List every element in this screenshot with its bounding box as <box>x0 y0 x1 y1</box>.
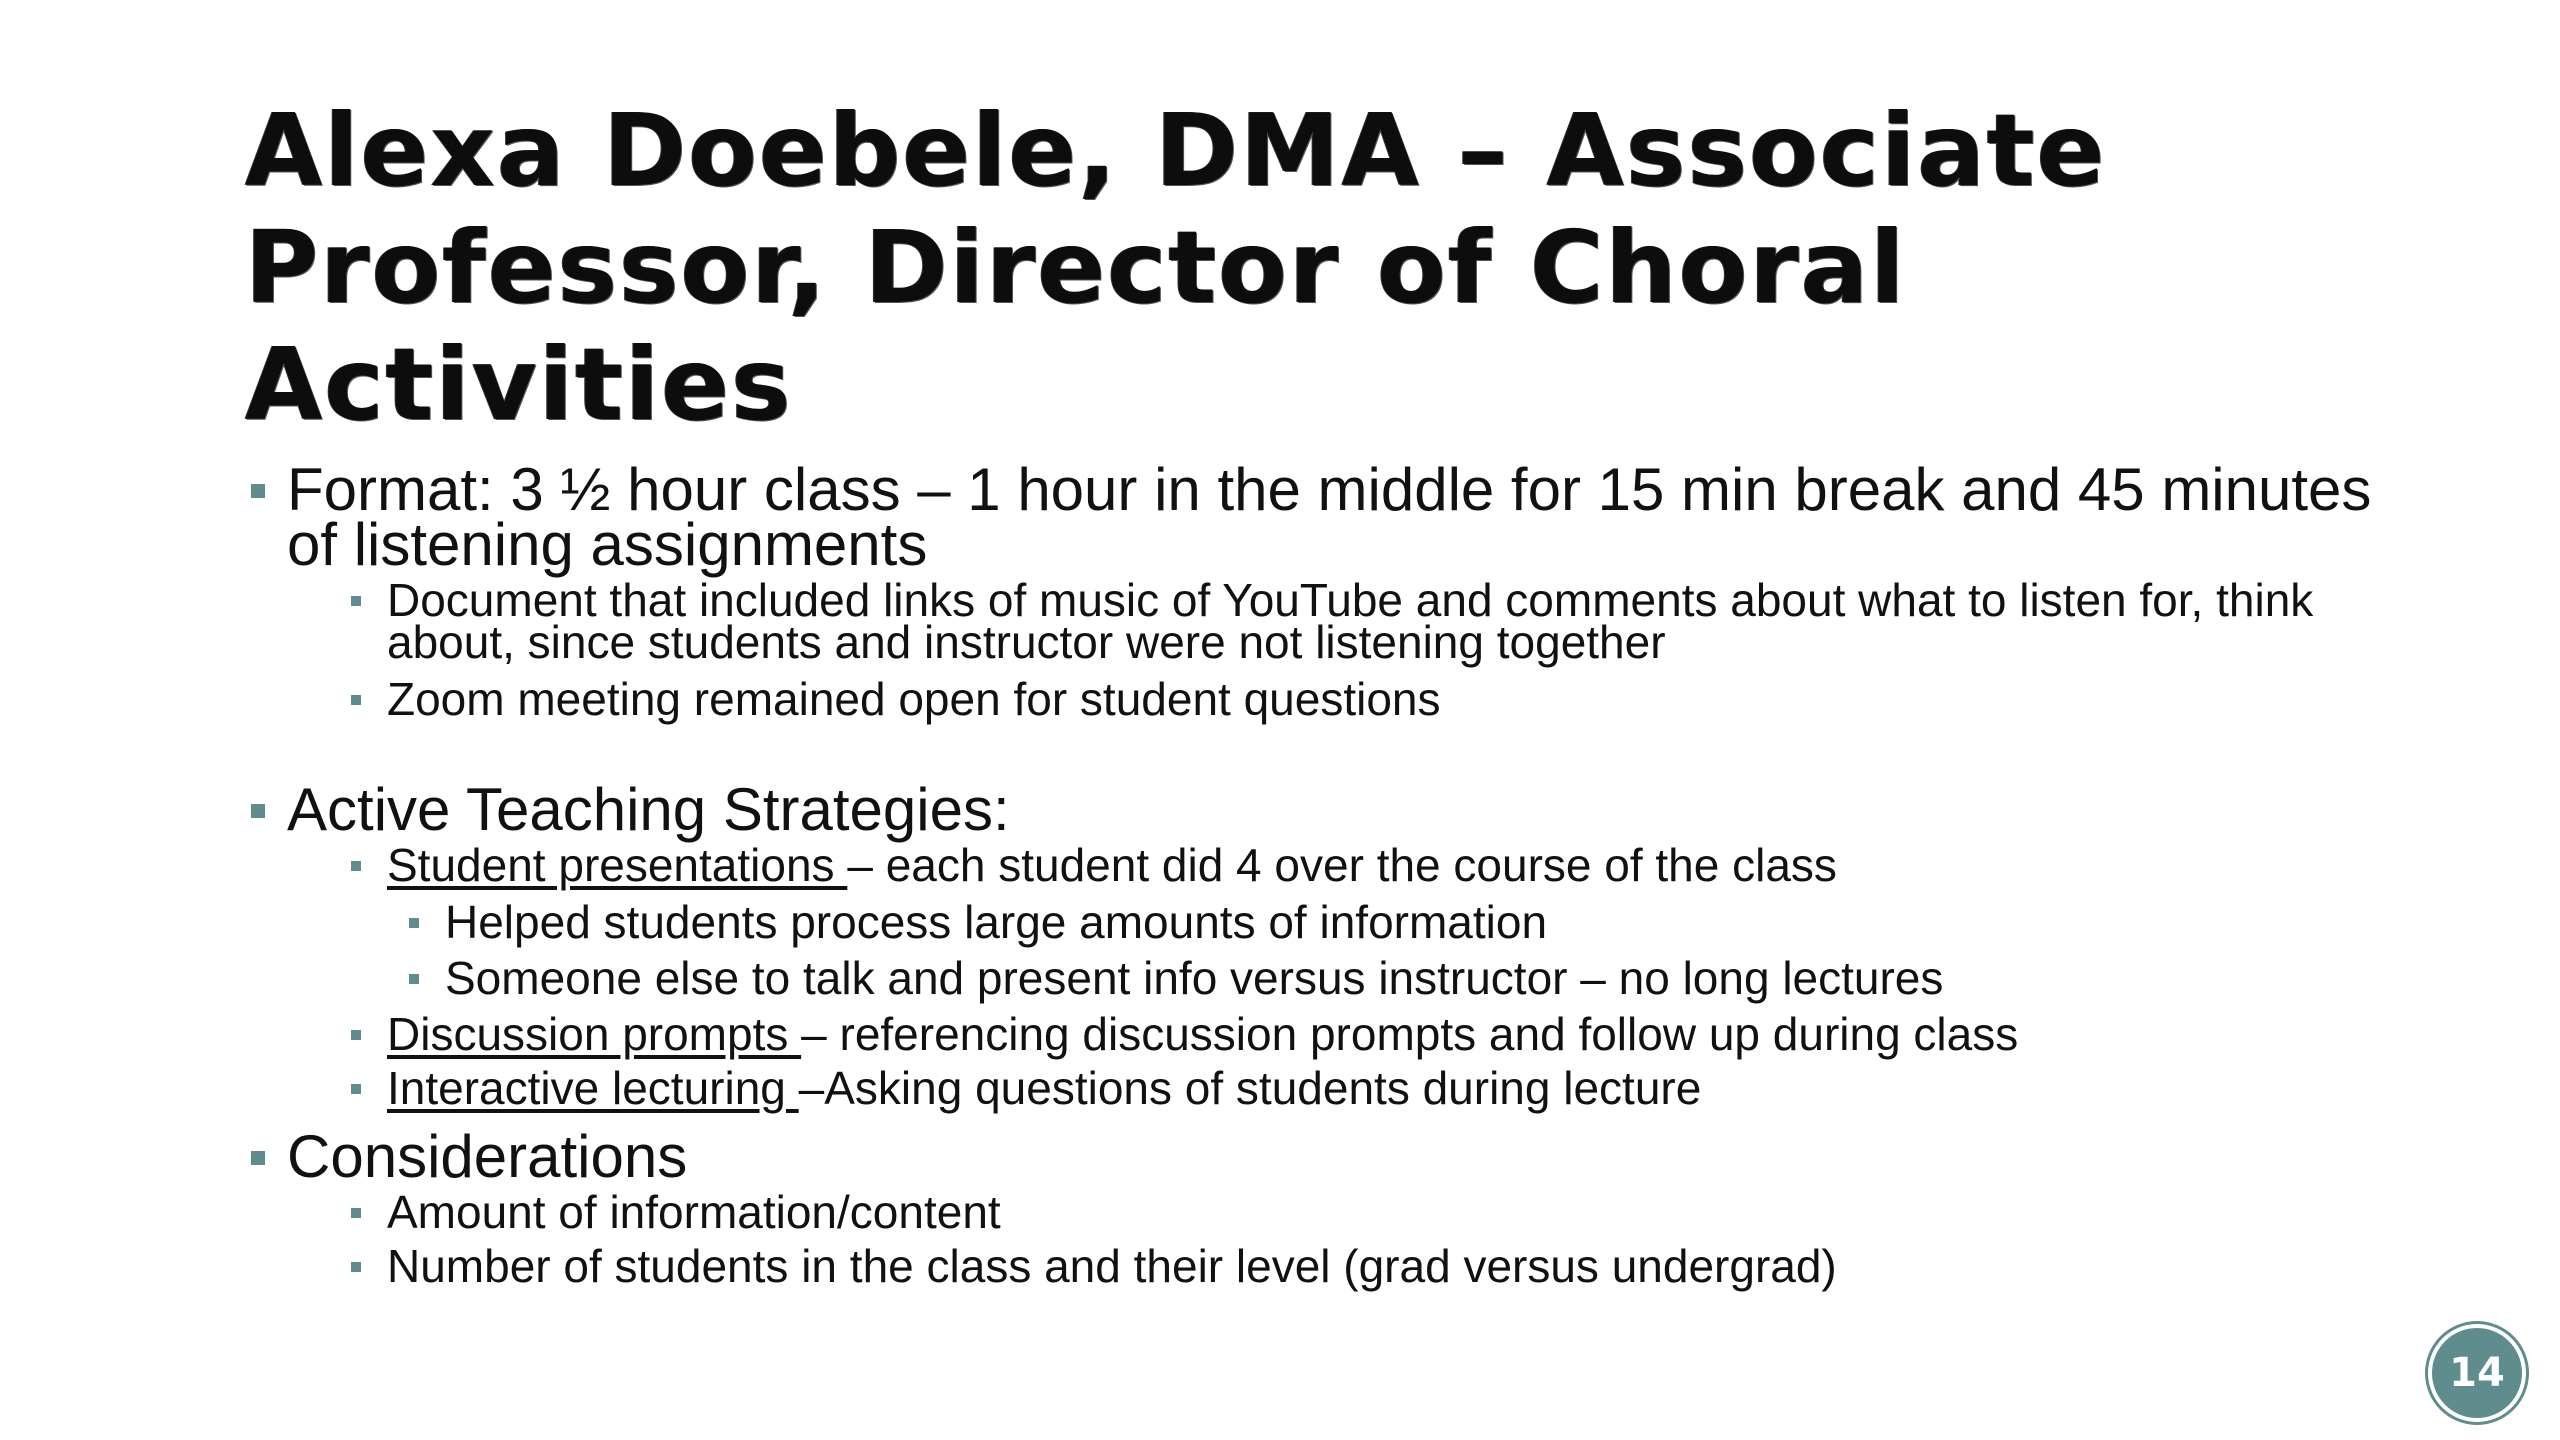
interactive-lecturing-text: –Asking questions of students during lecture <box>798 1062 1702 1114</box>
list-item <box>287 952 2395 1004</box>
list-item <box>287 673 2395 725</box>
list-item <box>287 1186 2395 1238</box>
list-item <box>287 574 2395 668</box>
list-item-discussion-prompts <box>287 1008 2395 1060</box>
square-bullet-icon <box>251 484 265 498</box>
bullet-list <box>245 456 2395 1292</box>
slide-body <box>245 456 2395 1299</box>
list-item-student-presentations <box>287 839 2395 1004</box>
square-bullet-icon <box>351 596 361 606</box>
considerations-item-text: Amount of information/content <box>387 1186 1001 1238</box>
interactive-lecturing-label: Interactive lecturing <box>387 1062 799 1114</box>
page-number-badge: 14 <box>2428 1324 2526 1422</box>
list-item-interactive-lecturing <box>287 1062 2395 1114</box>
list-item-format <box>245 456 2395 725</box>
student-presentations-label: Student presentations <box>387 839 848 891</box>
presentations-item-text: Helped students process large amounts of information <box>445 896 1548 948</box>
square-bullet-icon <box>251 804 265 818</box>
square-bullet-icon <box>409 974 419 984</box>
list-item <box>287 896 2395 948</box>
presentations-sub-list <box>387 896 2395 1004</box>
format-text: Format: 3 ½ hour class – 1 hour in the middle for 15 min break and 45 minutes of listening assignments <box>287 456 2372 578</box>
square-bullet-icon <box>409 918 419 928</box>
considerations-sub-list <box>287 1186 2395 1292</box>
format-sub-list <box>287 574 2395 725</box>
presentations-item-text: Someone else to talk and present info versus instructor – no long lectures <box>445 952 1944 1004</box>
square-bullet-icon <box>351 1030 361 1040</box>
student-presentations-text: – each student did 4 over the course of the class <box>847 839 1837 891</box>
list-item-considerations <box>245 1123 2395 1292</box>
format-item-text: Zoom meeting remained open for student questions <box>387 673 1441 725</box>
list-item-strategies <box>245 776 2395 1114</box>
square-bullet-icon <box>351 1262 361 1272</box>
strategies-text: Active Teaching Strategies: <box>287 776 1010 843</box>
list-item <box>287 1240 2395 1292</box>
format-item-text: Document that included links of music of YouTube and comments about what to listen for, think about, since students and instructor were not listening together <box>387 574 2314 668</box>
square-bullet-icon <box>251 1151 265 1165</box>
discussion-prompts-label: Discussion prompts <box>387 1008 802 1060</box>
square-bullet-icon <box>351 1084 361 1094</box>
square-bullet-icon <box>351 861 361 871</box>
slide-title: Alexa Doebele, DMA – Associate Professor, Director of Choral Activities <box>245 92 2107 443</box>
considerations-text: Considerations <box>287 1123 688 1190</box>
considerations-item-text: Number of students in the class and their level (grad versus undergrad) <box>387 1240 1837 1292</box>
strategies-sub-list <box>287 839 2395 1114</box>
discussion-prompts-text: – referencing discussion prompts and follow up during class <box>801 1008 2019 1060</box>
square-bullet-icon <box>351 695 361 705</box>
square-bullet-icon <box>351 1208 361 1218</box>
